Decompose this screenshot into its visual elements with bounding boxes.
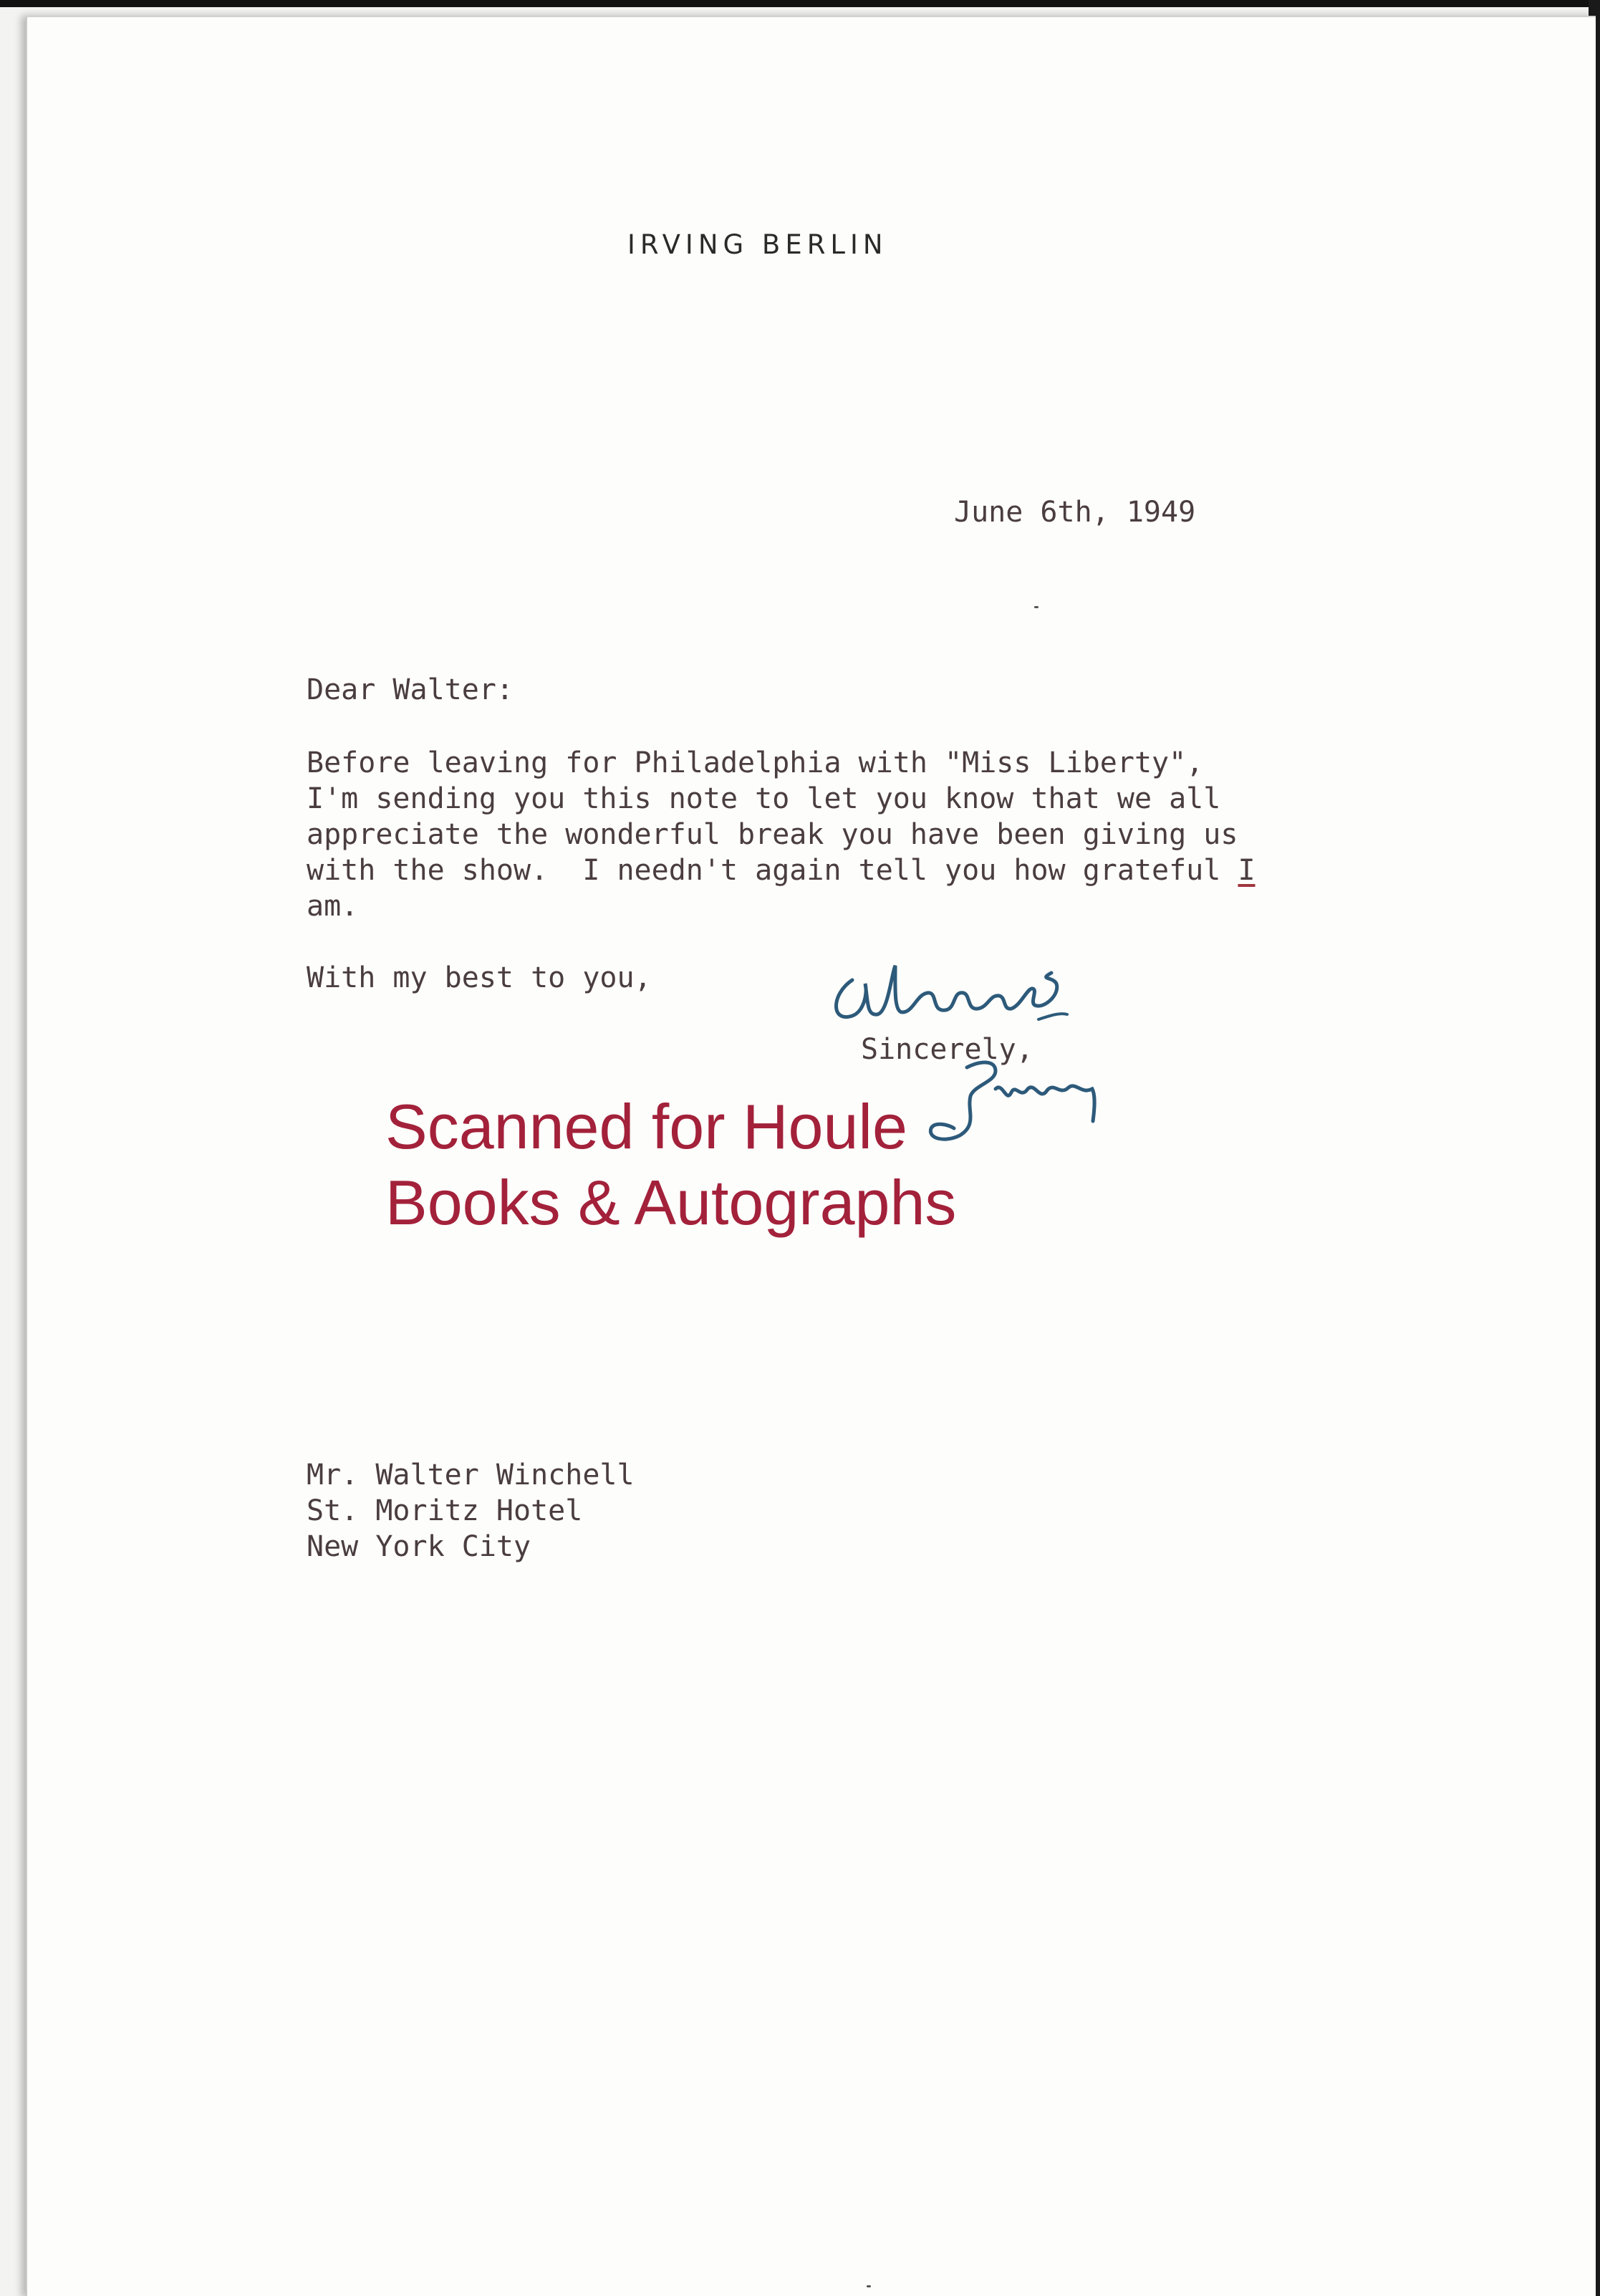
letterhead: IRVING BERLIN: [627, 229, 888, 260]
paper-speck: [1034, 606, 1038, 608]
body-line-3: appreciate the wonderful break you have been giving us: [307, 818, 1238, 851]
body-line-5: am.: [307, 890, 359, 923]
closing-line: With my best to you,: [307, 961, 652, 994]
body-line-2: I'm sending you this note to let you know that we all: [307, 782, 1221, 815]
body-line-1: Before leaving for Philadelphia with "Miss Liberty",: [307, 746, 1204, 779]
handwritten-always-signature: [824, 944, 1081, 1037]
address-line-1: Mr. Walter Winchell: [307, 1459, 635, 1492]
paper-speck: [867, 2285, 871, 2287]
underlined-word: I: [1238, 854, 1256, 887]
address-line-2: St. Moritz Hotel: [307, 1494, 583, 1527]
scan-edge-top: [0, 0, 1600, 7]
watermark-line-1: Scanned for Houle: [385, 1091, 907, 1162]
letter-date: June 6th, 1949: [954, 496, 1196, 529]
letter-body: [307, 745, 1256, 924]
scan-watermark: [385, 1089, 956, 1241]
body-line-4: with the show. I needn't again tell you how grateful: [307, 854, 1238, 887]
recipient-address: [307, 1457, 635, 1565]
sincerely-line: Sincerely,: [861, 1033, 1033, 1066]
watermark-line-2: Books & Autographs: [385, 1167, 957, 1238]
salutation: Dear Walter:: [307, 673, 514, 706]
address-line-3: New York City: [307, 1530, 531, 1563]
